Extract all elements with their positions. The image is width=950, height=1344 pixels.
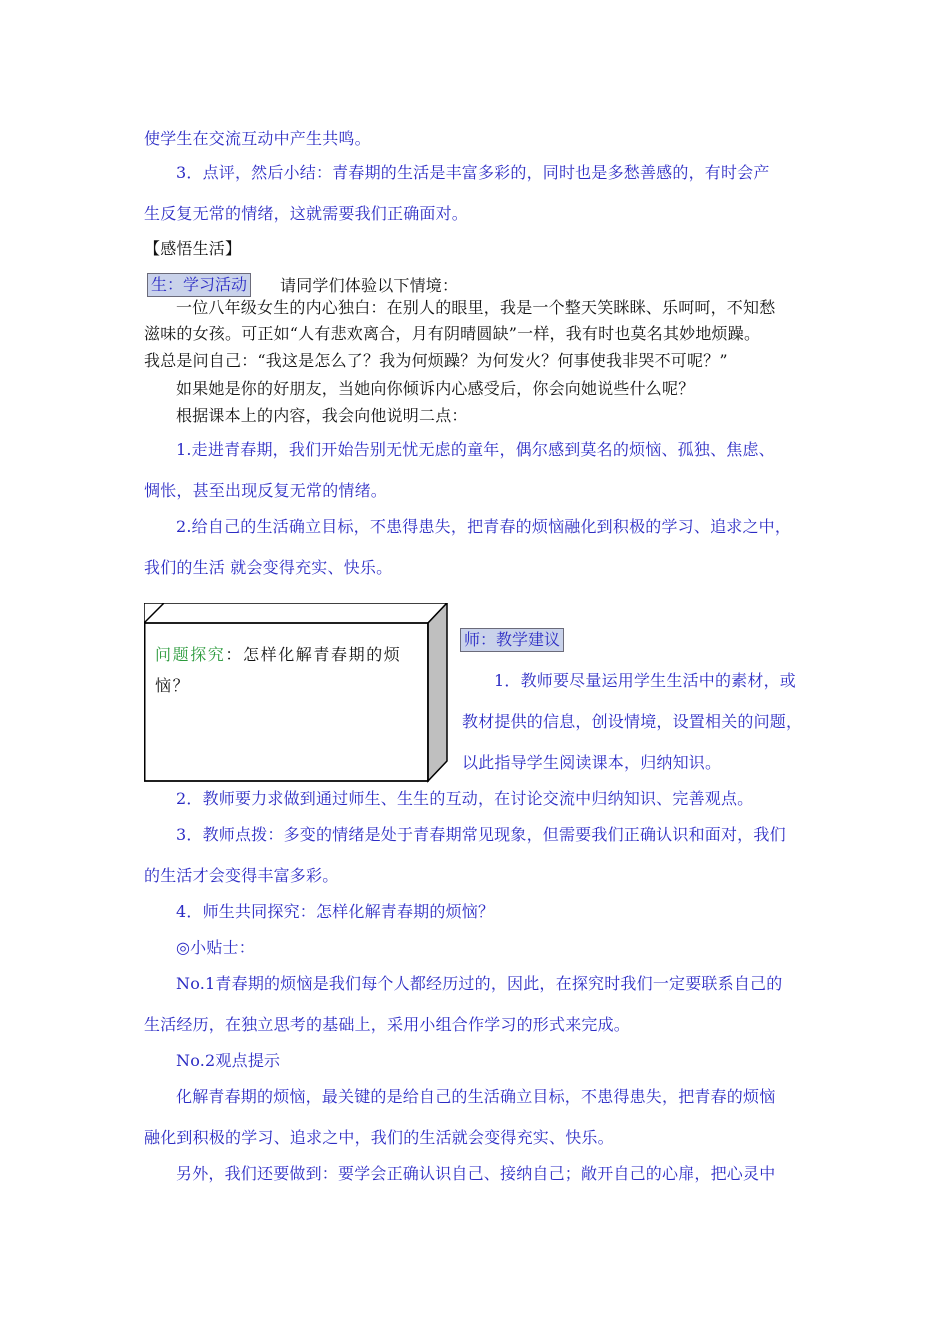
teacher-advice-line: 2．教师要力求做到通过师生、生生的互动，在讨论交流中归纳知识、完善观点。 — [176, 789, 754, 808]
teacher-advice-line: 以此指导学生阅读课本，归纳知识。 — [462, 753, 722, 772]
tip-line: 另外，我们还要做到：要学会正确认识自己、接纳自己；敞开自己的心扉，把心灵中 — [176, 1164, 776, 1183]
student-activity-tag: 生：学习活动 — [147, 273, 251, 297]
point-line: 惆怅，甚至出现反复无常的情绪。 — [144, 481, 388, 500]
point-line: 我们的生活 就会变得充实、快乐。 — [144, 558, 393, 577]
tip-line: 生活经历，在独立思考的基础上，采用小组合作学习的形式来完成。 — [144, 1015, 631, 1034]
tip-line: 化解青春期的烦恼，最关键的是给自己的生活确立目标，不患得患失，把青春的烦恼 — [176, 1087, 776, 1106]
point-line: 2.给自己的生活确立目标，不患得患失，把青春的烦恼融化到积极的学习、追求之中， — [176, 517, 792, 536]
point-line: 1.走进青春期，我们开始告别无忧无虑的童年，偶尔感到莫名的烦恼、孤独、焦虑、 — [176, 440, 775, 459]
teacher-advice-tag: 师：教学建议 — [460, 628, 564, 652]
tip-line: 融化到积极的学习、追求之中，我们的生活就会变得充实、快乐。 — [144, 1128, 614, 1147]
tips-heading: ◎小贴士： — [176, 938, 255, 957]
teacher-advice-line: 的生活才会变得丰富多彩。 — [144, 866, 339, 885]
teacher-advice-line: 3．教师点拨：多变的情绪是处于青春期常见现象，但需要我们正确认识和面对，我们 — [176, 825, 786, 844]
tip-heading: No.2观点提示 — [176, 1051, 281, 1070]
inquiry-box — [144, 603, 448, 783]
tip-line: No.1青春期的烦恼是我们每个人都经历过的，因此，在探究时我们一定要联系自己的 — [176, 974, 783, 993]
inquiry-question: ：怎样化解青春期的烦 — [225, 645, 402, 664]
story-line: 我总是问自己：“我这是怎么了？我为何烦躁？为何发火？何事使我非哭不可呢？” — [144, 351, 728, 370]
teacher-advice-line: 1．教师要尽量运用学生生活中的素材，或 — [494, 671, 796, 690]
paragraph-line: 使学生在交流互动中产生共鸣。 — [144, 129, 371, 148]
question-line: 如果她是你的好朋友，当她向你倾诉内心感受后，你会向她说些什么呢？ — [176, 379, 695, 398]
basis-line: 根据课本上的内容，我会向他说明二点： — [176, 406, 468, 425]
teacher-advice-line: 教材提供的信息，创设情境，设置相关的问题， — [462, 712, 803, 731]
activity-intro: 请同学们体验以下情境： — [280, 276, 459, 295]
inquiry-label: 问题探究 — [155, 645, 226, 664]
story-line: 一位八年级女生的内心独白：在别人的眼里，我是一个整天笑眯眯、乐呵呵，不知愁 — [176, 298, 776, 317]
paragraph-line: 生反复无常的情绪，这就需要我们正确面对。 — [144, 204, 469, 223]
story-line: 滋味的女孩。可正如“人有悲欢离合，月有阴晴圆缺”一样，我有时也莫名其妙地烦躁。 — [144, 324, 761, 343]
paragraph-line: 3．点评，然后小结：青春期的生活是丰富多彩的，同时也是多愁善感的，有时会产 — [176, 163, 770, 182]
section-title: 【感悟生活】 — [144, 239, 242, 258]
teacher-advice-line: 4．师生共同探究：怎样化解青春期的烦恼？ — [176, 902, 495, 921]
inquiry-title — [155, 644, 401, 666]
inquiry-question-cont: 恼？ — [155, 676, 191, 695]
